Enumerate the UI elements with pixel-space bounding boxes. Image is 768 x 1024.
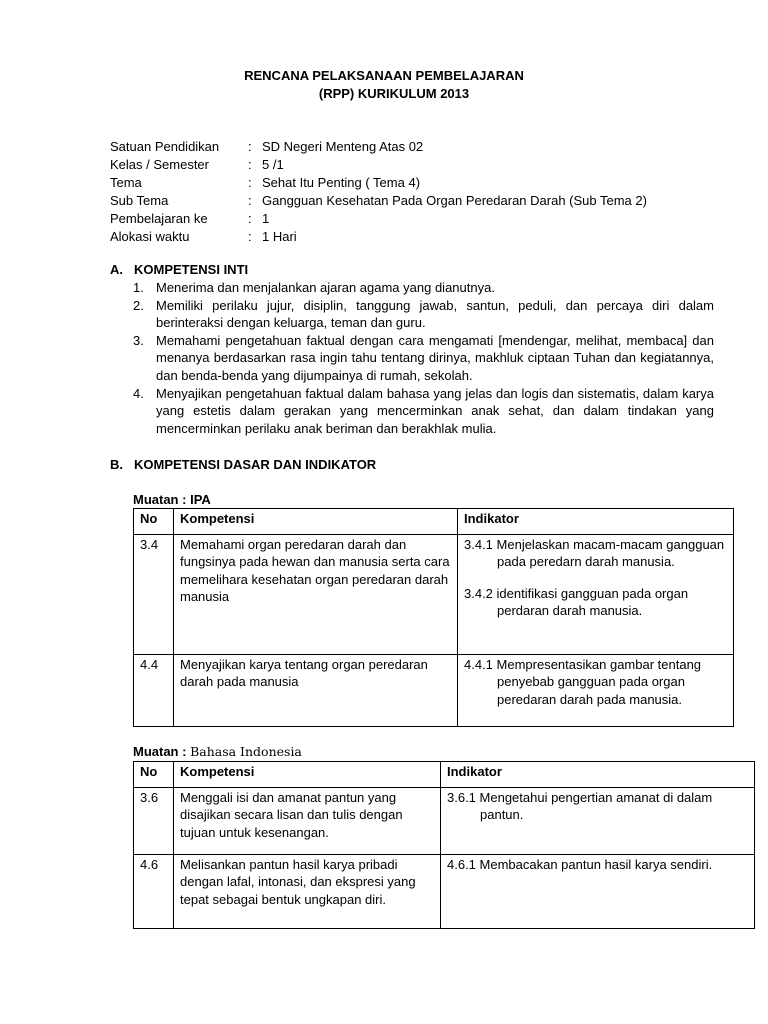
- header-indikator: Indikator: [441, 762, 755, 788]
- muatan-subject: IPA: [190, 492, 211, 507]
- section-title: KOMPETENSI DASAR DAN INDIKATOR: [134, 457, 377, 472]
- indikator-item: 3.4.1 Menjelaskan macam-macam gangguan pada peredarn darah manusia.: [464, 537, 725, 570]
- indikator-item: 4.4.1 Mempresentasikan gambar tentang penyebab gangguan pada organ peredaran darah pada manusia.: [464, 657, 702, 707]
- table-row: [134, 788, 755, 855]
- header-no: No: [134, 509, 174, 535]
- indikator-item: 3.6.1 Mengetahui pengertian amanat di dalam pantun.: [447, 790, 713, 823]
- kompetensi-inti-list: [133, 279, 714, 437]
- indikator-item: 3.4.2 identifikasi gangguan pada organ perdaran darah manusia.: [464, 585, 689, 619]
- info-value: 1 Hari: [262, 229, 297, 244]
- info-row-satuan: [110, 138, 730, 156]
- identity-block: [110, 138, 730, 246]
- section-letter: B.: [110, 457, 123, 472]
- section-a-heading: [110, 261, 248, 279]
- info-value: 1: [262, 211, 270, 226]
- muatan-prefix: Muatan :: [133, 744, 187, 759]
- cell-no: 3.4: [134, 535, 174, 655]
- muatan-subject: Bahasa Indonesia: [190, 744, 302, 759]
- ipa-table: [133, 508, 734, 727]
- cell-indikator: [458, 655, 734, 727]
- header-no: No: [134, 762, 174, 788]
- table-row: [134, 655, 734, 727]
- info-row-kelas: [110, 156, 730, 174]
- info-label: Alokasi waktu: [110, 229, 190, 244]
- info-label: Tema: [110, 175, 142, 190]
- info-separator: :: [248, 175, 252, 190]
- cell-kompetensi: Melisankan pantun hasil karya pribadi dengan lafal, intonasi, dan ekspresi yang tepat sebagai bentuk ungkapan diri.: [174, 855, 441, 929]
- info-separator: :: [248, 193, 252, 208]
- table-header-row: [134, 762, 755, 788]
- list-number: 1.: [133, 280, 144, 295]
- header-kompetensi: Kompetensi: [174, 509, 458, 535]
- list-item: [133, 279, 714, 297]
- list-number: 4.: [133, 385, 144, 401]
- bahasa-indonesia-table: [133, 761, 755, 929]
- info-separator: :: [248, 229, 252, 244]
- info-row-subtema: [110, 192, 730, 210]
- list-number: 2.: [133, 297, 144, 313]
- info-row-alokasi: [110, 228, 730, 246]
- section-letter: A.: [110, 262, 123, 277]
- cell-kompetensi: Menggali isi dan amanat pantun yang disajikan secara lisan dan tulis dengan tujuan untuk kesenangan.: [174, 788, 441, 855]
- info-separator: :: [248, 211, 252, 226]
- info-label: Satuan Pendidikan: [110, 139, 220, 154]
- info-row-tema: [110, 174, 730, 192]
- list-text: Memahami pengetahuan faktual dengan cara mengamati [mendengar, melihat, membaca] dan menanya berdasarkan rasa ingin tahu tentang dirinya, makhluk ciptaan Tuhan dan kegiatannya, dan benda-benda yang dijumpainya di rumah, sekolah.: [156, 332, 714, 383]
- cell-no: 4.4: [134, 655, 174, 727]
- list-text: Memiliki perilaku jujur, disiplin, tanggung jawab, santun, peduli, dan percaya diri dalam berinteraksi dengan keluarga, teman dan guru.: [156, 297, 714, 331]
- info-value: Sehat Itu Penting ( Tema 4): [262, 175, 421, 190]
- info-separator: :: [248, 157, 252, 172]
- muatan-bi-label: [133, 743, 302, 761]
- list-item: [133, 385, 714, 438]
- info-label: Kelas / Semester: [110, 157, 209, 172]
- indikator-item: 4.6.1 Membacakan pantun hasil karya sendiri.: [447, 857, 713, 872]
- table-header-row: [134, 509, 734, 535]
- info-value: SD Negeri Menteng Atas 02: [262, 139, 424, 154]
- table-row: [134, 855, 755, 929]
- cell-indikator: [458, 535, 734, 655]
- document-title: RENCANA PELAKSANAAN PEMBELAJARAN: [244, 68, 524, 83]
- section-title: KOMPETENSI INTI: [134, 262, 249, 277]
- info-separator: :: [248, 139, 252, 154]
- cell-indikator: [441, 788, 755, 855]
- info-label: Sub Tema: [110, 193, 169, 208]
- list-text: Menyajikan pengetahuan faktual dalam bahasa yang jelas dan logis dan sistematis, dalam karya yang estetis dalam gerakan yang mencerminkan anak sehat, dan dalam tindakan yang mencerminkan perilaku anak beriman dan berakhlak mulia.: [156, 385, 714, 436]
- header-indikator: Indikator: [458, 509, 734, 535]
- cell-no: 3.6: [134, 788, 174, 855]
- info-value: Gangguan Kesehatan Pada Organ Peredaran Darah (Sub Tema 2): [262, 193, 647, 208]
- info-label: Pembelajaran ke: [110, 211, 208, 226]
- list-item: [133, 297, 714, 332]
- cell-kompetensi: Menyajikan karya tentang organ peredaran darah pada manusia: [174, 655, 458, 727]
- cell-no: 4.6: [134, 855, 174, 929]
- table-row: [134, 535, 734, 655]
- cell-kompetensi: Memahami organ peredaran darah dan fungsinya pada hewan dan manusia serta cara memelihara kesehatan organ peredaran darah manusia: [174, 535, 458, 655]
- muatan-prefix: Muatan :: [133, 492, 187, 507]
- header-kompetensi: Kompetensi: [174, 762, 441, 788]
- cell-indikator: [441, 855, 755, 929]
- info-row-pembelajaran: [110, 210, 730, 228]
- section-b-heading: [110, 456, 376, 474]
- list-number: 3.: [133, 332, 144, 348]
- document-subtitle: (RPP) KURIKULUM 2013: [318, 86, 470, 101]
- list-text: Menerima dan menjalankan ajaran agama yang dianutnya.: [156, 280, 495, 295]
- list-item: [133, 332, 714, 385]
- muatan-ipa-label: [133, 491, 211, 509]
- info-value: 5 /1: [262, 157, 284, 172]
